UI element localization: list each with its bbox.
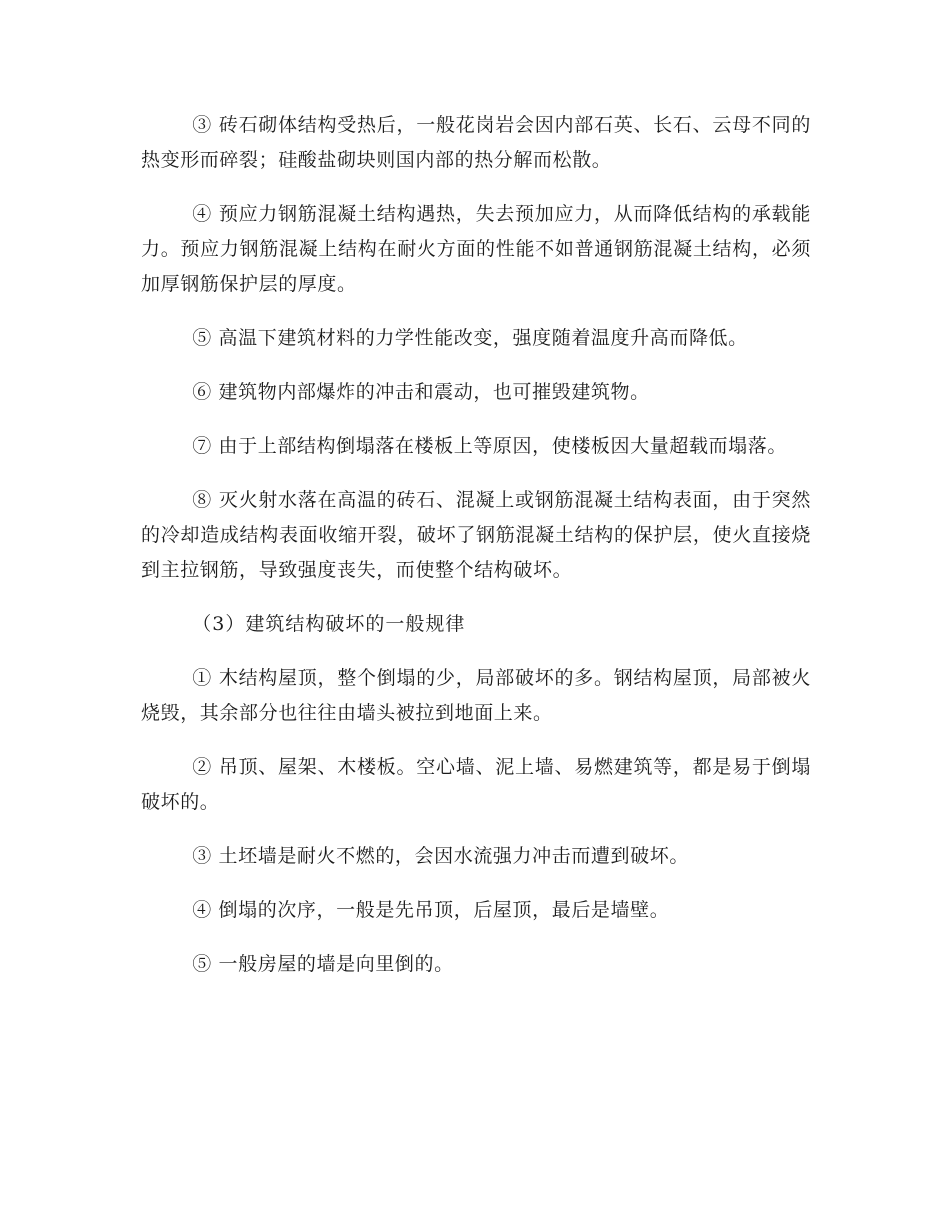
section-heading: （3）建筑结构破坏的一般规律 [192,613,466,635]
paragraph-prestressed-concrete: ④ 预应力钢筋混凝土结构遇热，失去预加应力，从而降低结构的承载能力。预应力钢筋混凝上结构在耐火方面的性能不如普通钢筋混凝土结构，必须加厚钢筋保护层的厚度。 [141,203,811,295]
paragraph-collapse-prone: ② 吊顶、屋架、木楼板。空心墙、泥上墙、易燃建筑等，都是易于倒塌破坏的。 [141,756,811,813]
paragraph-collapse-order: ④ 倒塌的次序，一般是先吊顶，后屋顶，最后是墙壁。 [192,899,670,921]
paragraph-masonry-cracking: ③ 砖石砌体结构受热后，一般花岗岩会因内部石英、长石、云母不同的热变形而碎裂；硅酸盐砌块则国内部的热分解而松散。 [141,114,811,171]
paragraph-water-cooling: ⑧ 灭火射水落在高温的砖石、混凝上或钢筋混凝土结构表面，由于突然的冷却造成结构表面收缩开裂，破坏了钢筋混凝土结构的保护层，使火直接烧到主拉钢筋，导致强度丧失，而使整个结构破坏。 [141,489,811,581]
document-page [141,108,811,1001]
paragraph-wall-direction: ⑤ 一般房屋的墙是向里倒的。 [192,953,454,975]
paragraph-floor-overload: ⑦ 由于上部结构倒塌落在楼板上等原因，使楼板因大量超载而塌落。 [192,435,787,457]
paragraph-roof-collapse: ① 木结构屋顶，整个倒塌的少，局部破坏的多。钢结构屋顶，局部被火烧毁，其余部分也往往由墙头被拉到地面上来。 [141,667,811,724]
paragraph-internal-explosion: ⑥ 建筑物内部爆炸的冲击和震动，也可摧毁建筑物。 [192,381,650,403]
paragraph-adobe-wall: ③ 土坯墙是耐火不燃的，会因水流强力冲击而遭到破坏。 [192,845,689,867]
paragraph-material-strength: ⑤ 高温下建筑材料的力学性能改变，强度随着温度升高而降低。 [192,327,748,349]
